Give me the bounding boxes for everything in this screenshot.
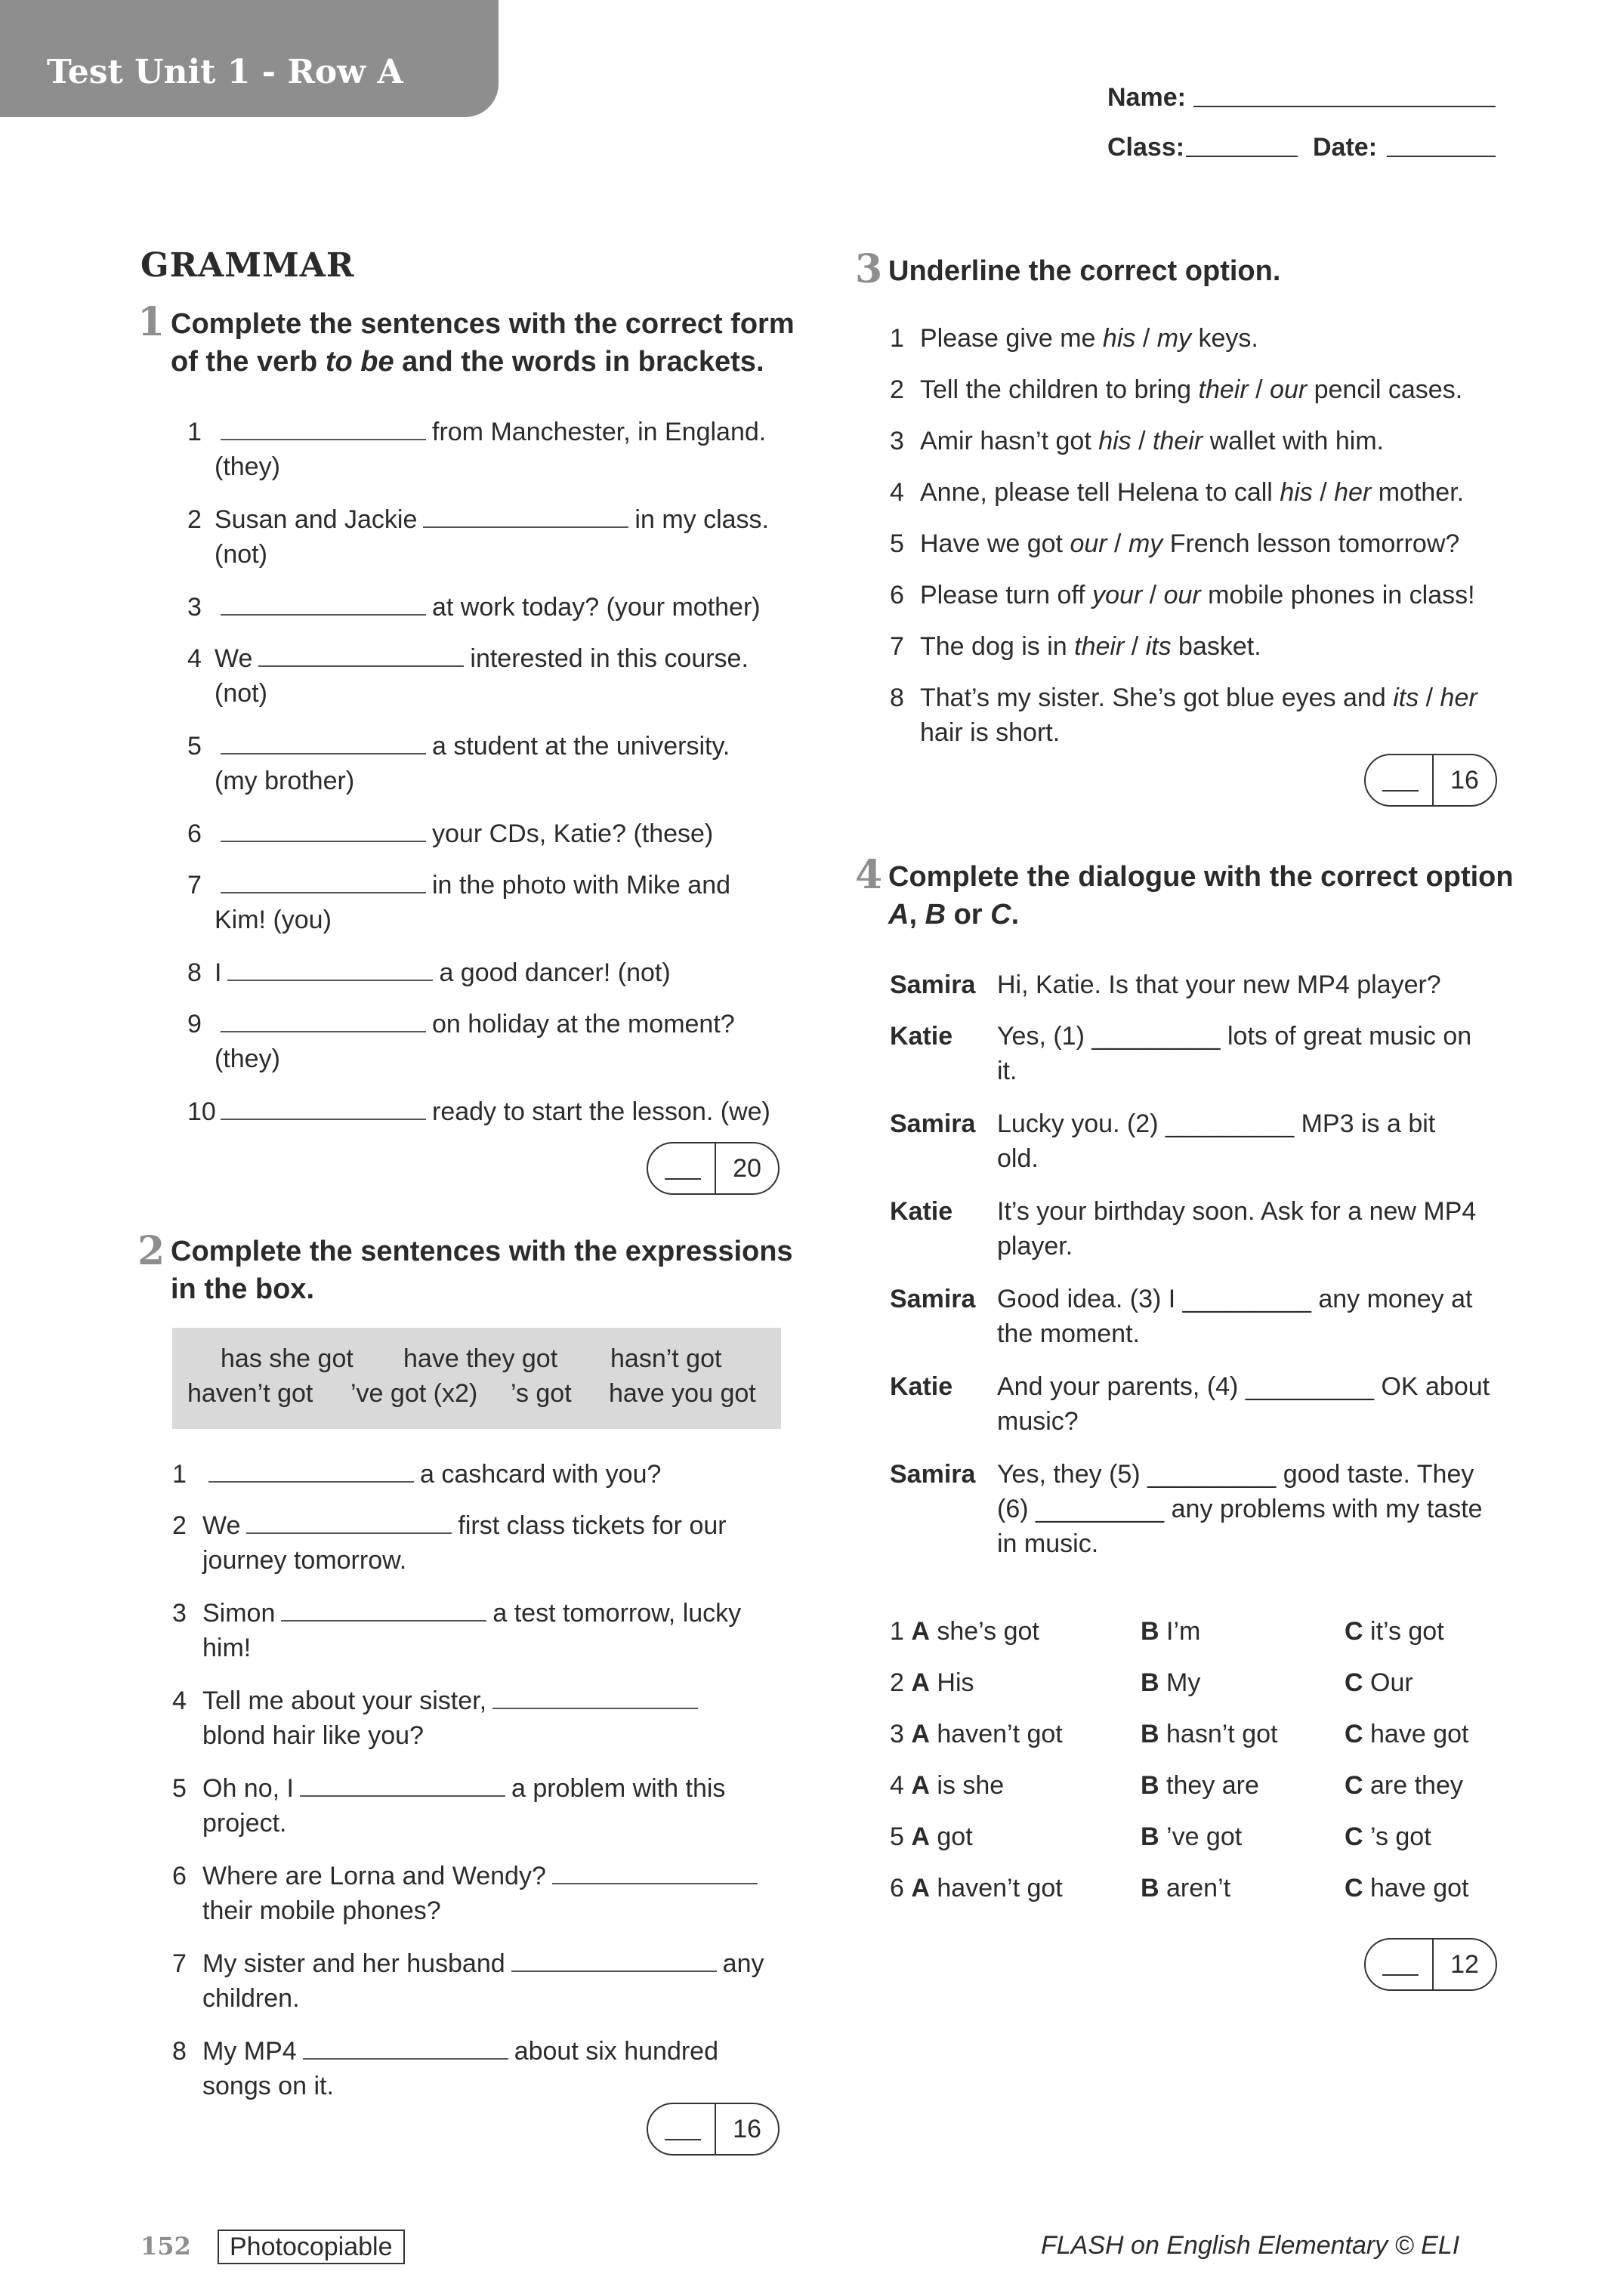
item-continuation: him! bbox=[202, 1634, 252, 1662]
score-blank[interactable] bbox=[1366, 755, 1434, 805]
option-text: she’s got bbox=[937, 1617, 1039, 1646]
answer-blank[interactable] bbox=[221, 1031, 426, 1032]
item-text: Please give me bbox=[920, 324, 1103, 353]
option-second[interactable]: my bbox=[1156, 324, 1192, 353]
option-letter: B bbox=[1141, 1720, 1159, 1748]
option-number: 1 bbox=[890, 1617, 904, 1646]
dialogue-speaker: Katie bbox=[890, 1022, 953, 1051]
class-label: Class: bbox=[1107, 133, 1185, 162]
name-label: Name: bbox=[1107, 83, 1186, 112]
option-letter: B bbox=[1141, 1771, 1159, 1800]
dialogue-line: Good idea. (3) I _________ any money at bbox=[997, 1285, 1473, 1313]
option-text: His bbox=[937, 1668, 974, 1697]
section-title: GRAMMAR bbox=[140, 246, 355, 285]
item-continuation: (not) bbox=[215, 540, 267, 569]
item-number: 3 bbox=[890, 427, 904, 455]
exercise-item bbox=[187, 414, 766, 450]
option-text: ’ve got bbox=[1166, 1822, 1243, 1851]
item-continuation: journey tomorrow. bbox=[202, 1546, 407, 1575]
score-total: 12 bbox=[1450, 1949, 1479, 1979]
answer-blank[interactable] bbox=[492, 1708, 698, 1709]
item-number: 8 bbox=[890, 684, 904, 712]
exercise-item bbox=[187, 589, 761, 625]
exercise-item bbox=[187, 955, 671, 991]
box-expression: have they got bbox=[403, 1344, 558, 1373]
answer-blank[interactable] bbox=[423, 526, 628, 528]
item-text: We bbox=[215, 644, 253, 673]
item-number: 5 bbox=[187, 732, 202, 761]
exercise-2-instruction: Complete the sentences with the expressions in the box. bbox=[171, 1236, 793, 1305]
exercise-3-instruction: Underline the correct option. bbox=[888, 255, 1281, 287]
option-number: 5 bbox=[890, 1822, 904, 1851]
option-c[interactable] bbox=[1345, 1613, 1444, 1649]
item-text: Oh no, I bbox=[202, 1774, 294, 1803]
answer-blank[interactable] bbox=[221, 841, 426, 842]
item-number: 5 bbox=[890, 529, 904, 558]
dialogue-line: in music. bbox=[997, 1529, 1099, 1558]
dialogue-speaker: Katie bbox=[890, 1372, 953, 1401]
exercise-4-score-box bbox=[1364, 1938, 1497, 1991]
item-text: I bbox=[215, 958, 222, 987]
dialogue-speaker: Katie bbox=[890, 1197, 953, 1226]
item-number: 6 bbox=[187, 819, 202, 848]
item-text: keys. bbox=[1191, 324, 1258, 353]
option-a[interactable] bbox=[890, 1613, 1039, 1649]
option-second[interactable]: her bbox=[1334, 478, 1372, 507]
option-letter: A bbox=[911, 1668, 930, 1697]
item-text: first class tickets for our bbox=[458, 1511, 727, 1540]
option-text: hasn’t got bbox=[1166, 1720, 1278, 1748]
photocopiable-label: Photocopiable bbox=[218, 2230, 405, 2264]
item-text: a good dancer! (not) bbox=[439, 958, 671, 987]
item-text: in my class. bbox=[634, 505, 769, 534]
option-c[interactable] bbox=[1345, 1665, 1413, 1701]
item-text: Have we got bbox=[920, 529, 1070, 558]
dialogue-line: Yes, they (5) _________ good taste. They bbox=[997, 1460, 1474, 1489]
option-a[interactable] bbox=[890, 1819, 973, 1855]
item-text: Amir hasn’t got bbox=[920, 427, 1099, 455]
option-text: have got bbox=[1370, 1874, 1469, 1903]
answer-blank[interactable] bbox=[221, 1119, 426, 1120]
name-field[interactable] bbox=[1193, 106, 1496, 107]
exercise-4-number: 4 bbox=[855, 852, 883, 898]
option-number: 3 bbox=[890, 1720, 904, 1748]
exercise-2-score-box bbox=[647, 2103, 780, 2156]
option-separator: / bbox=[1107, 529, 1128, 558]
item-text: wallet with him. bbox=[1203, 427, 1385, 455]
exercise-item bbox=[890, 577, 1475, 613]
option-letter: B bbox=[1141, 1617, 1159, 1646]
option-letter: A bbox=[911, 1720, 930, 1748]
item-text: Anne, please tell Helena to call bbox=[920, 478, 1280, 507]
answer-blank[interactable] bbox=[221, 439, 426, 440]
option-b[interactable] bbox=[1141, 1665, 1200, 1701]
item-number: 7 bbox=[187, 871, 202, 900]
option-first[interactable]: its bbox=[1393, 684, 1419, 712]
option-text: are they bbox=[1370, 1771, 1463, 1800]
item-text: Susan and Jackie bbox=[215, 505, 418, 534]
dialogue-speaker: Samira bbox=[890, 1285, 976, 1313]
answer-blank[interactable] bbox=[227, 980, 433, 981]
item-continuation: songs on it. bbox=[202, 2072, 334, 2100]
item-number: 8 bbox=[172, 2037, 187, 2066]
exercise-item bbox=[890, 372, 1462, 408]
exercise-item bbox=[187, 816, 713, 852]
item-text: Simon bbox=[202, 1599, 276, 1628]
score-total: 16 bbox=[1450, 765, 1479, 795]
option-text: got bbox=[937, 1822, 973, 1851]
answer-blank[interactable] bbox=[511, 1970, 717, 1972]
item-text: My sister and her husband bbox=[202, 1949, 505, 1978]
answer-blank[interactable] bbox=[258, 665, 464, 667]
answer-blank[interactable] bbox=[300, 1795, 505, 1797]
item-text: We bbox=[202, 1511, 241, 1540]
item-text: in the photo with Mike and bbox=[432, 871, 731, 900]
option-text: My bbox=[1166, 1668, 1201, 1697]
option-second[interactable]: our bbox=[1270, 375, 1308, 404]
answer-blank[interactable] bbox=[221, 614, 426, 616]
option-letter: C bbox=[1345, 1771, 1363, 1800]
item-text: The dog is in bbox=[920, 632, 1075, 661]
option-second[interactable]: its bbox=[1145, 632, 1172, 661]
item-text: Where are Lorna and Wendy? bbox=[202, 1862, 546, 1890]
option-letter: C bbox=[1345, 1668, 1363, 1697]
option-c[interactable] bbox=[1345, 1767, 1463, 1804]
option-letter: A bbox=[911, 1771, 930, 1800]
option-second[interactable]: their bbox=[1153, 427, 1203, 455]
dialogue-speaker: Samira bbox=[890, 971, 976, 999]
item-number: 4 bbox=[890, 478, 904, 507]
option-letter: C bbox=[1345, 1822, 1363, 1851]
option-first[interactable]: your bbox=[1092, 581, 1143, 609]
item-number: 2 bbox=[187, 505, 202, 534]
item-text: a cashcard with you? bbox=[420, 1460, 662, 1489]
dialogue-speaker: Samira bbox=[890, 1109, 976, 1138]
option-letter: C bbox=[1345, 1874, 1363, 1903]
option-c[interactable] bbox=[1345, 1870, 1468, 1906]
option-text: haven’t got bbox=[937, 1874, 1063, 1903]
option-b[interactable] bbox=[1141, 1870, 1230, 1906]
answer-blank[interactable] bbox=[221, 892, 426, 893]
option-c[interactable] bbox=[1345, 1716, 1468, 1752]
exercise-item bbox=[187, 640, 749, 677]
option-separator: / bbox=[1142, 581, 1164, 609]
date-label: Date: bbox=[1313, 133, 1378, 162]
item-text: Please turn off bbox=[920, 581, 1093, 609]
exercise-item bbox=[187, 1006, 735, 1042]
item-number: 3 bbox=[172, 1599, 187, 1628]
dialogue-line: (6) _________ any problems with my taste bbox=[997, 1495, 1483, 1523]
item-text: from Manchester, in England. bbox=[432, 418, 767, 446]
score-blank[interactable] bbox=[648, 2104, 716, 2154]
exercise-item bbox=[172, 1683, 704, 1719]
item-text: Tell me about your sister, bbox=[202, 1687, 487, 1715]
exercise-item bbox=[890, 474, 1464, 511]
item-continuation: (they) bbox=[215, 452, 280, 481]
item-number: 10 bbox=[187, 1097, 216, 1126]
item-text: about six hundred bbox=[514, 2037, 718, 2066]
item-text: ready to start the lesson. (we) bbox=[432, 1097, 770, 1126]
option-c[interactable] bbox=[1345, 1819, 1431, 1855]
option-first[interactable]: his bbox=[1098, 427, 1132, 455]
option-number: 2 bbox=[890, 1668, 904, 1697]
item-text: any bbox=[722, 1949, 764, 1978]
item-text: mother. bbox=[1371, 478, 1465, 507]
option-text: I’m bbox=[1166, 1617, 1201, 1646]
item-text: at work today? (your mother) bbox=[432, 593, 761, 622]
dialogue-line: And your parents, (4) _________ OK about bbox=[997, 1372, 1490, 1401]
option-second[interactable]: my bbox=[1128, 529, 1163, 558]
option-letter: C bbox=[1345, 1720, 1363, 1748]
item-continuation: (not) bbox=[215, 679, 267, 708]
option-number: 6 bbox=[890, 1874, 904, 1903]
option-first[interactable]: their bbox=[1074, 632, 1125, 661]
option-first[interactable]: his bbox=[1280, 478, 1313, 507]
option-separator: / bbox=[1419, 684, 1440, 712]
option-letter: B bbox=[1141, 1668, 1159, 1697]
item-number: 1 bbox=[187, 418, 202, 446]
item-text: interested in this course. bbox=[470, 644, 749, 673]
exercise-3-number: 3 bbox=[855, 246, 883, 292]
score-blank[interactable] bbox=[1366, 1940, 1434, 1989]
item-continuation: children. bbox=[202, 1984, 300, 2013]
box-expression: hasn’t got bbox=[610, 1344, 722, 1373]
dialogue-line: it. bbox=[997, 1057, 1017, 1085]
item-number: 3 bbox=[187, 593, 202, 622]
exercise-item bbox=[890, 526, 1459, 562]
item-number: 9 bbox=[187, 1010, 202, 1038]
item-text: a test tomorrow, lucky bbox=[492, 1599, 742, 1628]
dialogue-line: Lucky you. (2) _________ MP3 is a bit bbox=[997, 1109, 1436, 1138]
option-separator: / bbox=[1248, 375, 1270, 404]
option-letter: B bbox=[1141, 1874, 1159, 1903]
exercise-item bbox=[172, 1770, 725, 1807]
item-text: pencil cases. bbox=[1307, 375, 1463, 404]
item-number: 2 bbox=[172, 1511, 187, 1540]
dialogue-line: player. bbox=[997, 1232, 1073, 1261]
option-text: is she bbox=[937, 1771, 1005, 1800]
option-a[interactable] bbox=[890, 1716, 1063, 1752]
option-b[interactable] bbox=[1141, 1716, 1277, 1752]
answer-blank[interactable] bbox=[246, 1532, 452, 1534]
dialogue-line: the moment. bbox=[997, 1319, 1140, 1348]
exercise-item bbox=[172, 1946, 764, 1982]
answer-blank[interactable] bbox=[552, 1883, 758, 1884]
option-letter: A bbox=[911, 1617, 930, 1646]
item-text: My MP4 bbox=[202, 2037, 297, 2066]
box-expression: haven’t got bbox=[187, 1379, 313, 1408]
option-separator: / bbox=[1131, 427, 1153, 455]
box-expression: have you got bbox=[609, 1379, 756, 1408]
dialogue-line: It’s your birthday soon. Ask for a new MP4 bbox=[997, 1197, 1477, 1226]
dialogue-line: Yes, (1) _________ lots of great music on bbox=[997, 1022, 1472, 1051]
item-text: on holiday at the moment? bbox=[432, 1010, 735, 1038]
item-continuation: project. bbox=[202, 1809, 287, 1838]
exercise-4-instruction: Complete the dialogue with the correct option A, B or C. bbox=[888, 861, 1514, 930]
item-text: a student at the university. bbox=[432, 732, 730, 761]
item-text: your CDs, Katie? (these) bbox=[432, 819, 714, 848]
item-number: 4 bbox=[172, 1687, 187, 1715]
exercise-1-number: 1 bbox=[137, 299, 165, 345]
answer-blank[interactable] bbox=[208, 1481, 414, 1483]
option-second[interactable]: our bbox=[1163, 581, 1201, 609]
exercise-item bbox=[187, 728, 730, 764]
option-letter: A bbox=[911, 1874, 930, 1903]
item-continuation: Kim! (you) bbox=[215, 906, 332, 934]
exercise-1-instruction: Complete the sentences with the correct form of the verb to be and the words in brackets. bbox=[171, 308, 795, 378]
exercise-1-score-box bbox=[647, 1142, 780, 1195]
exercise-item bbox=[172, 1508, 727, 1544]
option-b[interactable] bbox=[1141, 1819, 1242, 1855]
item-number: 2 bbox=[890, 375, 904, 404]
dialogue-speaker: Samira bbox=[890, 1460, 976, 1489]
option-text: they are bbox=[1166, 1771, 1259, 1800]
exercise-item bbox=[187, 501, 769, 538]
item-continuation: (they) bbox=[215, 1045, 280, 1073]
option-first[interactable]: his bbox=[1102, 324, 1136, 353]
exercise-3-score-box bbox=[1364, 754, 1497, 807]
dialogue-line: old. bbox=[997, 1144, 1039, 1173]
item-text: Tell the children to bring bbox=[920, 375, 1199, 404]
option-letter: A bbox=[911, 1822, 930, 1851]
option-number: 4 bbox=[890, 1771, 904, 1800]
score-total: 20 bbox=[733, 1153, 761, 1183]
item-number: 1 bbox=[172, 1460, 187, 1489]
dialogue-line: music? bbox=[997, 1407, 1079, 1436]
option-separator: / bbox=[1135, 324, 1157, 353]
exercise-item bbox=[890, 423, 1384, 459]
option-separator: / bbox=[1124, 632, 1146, 661]
item-number: 6 bbox=[890, 581, 904, 609]
score-total: 16 bbox=[733, 2114, 761, 2143]
item-text: French lesson tomorrow? bbox=[1162, 529, 1460, 558]
exercise-item bbox=[172, 2033, 718, 2069]
option-a[interactable] bbox=[890, 1665, 974, 1701]
option-text: haven’t got bbox=[937, 1720, 1063, 1748]
option-second[interactable]: her bbox=[1440, 684, 1477, 712]
box-expression: ’ve got (x2) bbox=[350, 1379, 478, 1408]
option-letter: C bbox=[1345, 1617, 1363, 1646]
option-first[interactable]: their bbox=[1198, 375, 1249, 404]
option-a[interactable] bbox=[890, 1870, 1063, 1906]
item-number: 1 bbox=[890, 324, 904, 353]
expressions-box bbox=[172, 1328, 781, 1429]
item-text: That’s my sister. She’s got blue eyes and bbox=[920, 684, 1394, 712]
answer-blank[interactable] bbox=[281, 1620, 486, 1622]
option-first[interactable]: our bbox=[1070, 529, 1107, 558]
option-text: ’s got bbox=[1370, 1822, 1431, 1851]
exercise-item bbox=[172, 1456, 661, 1492]
exercise-item bbox=[890, 680, 1477, 716]
page-number: 152 bbox=[140, 2232, 191, 2261]
option-text: it’s got bbox=[1370, 1617, 1444, 1646]
exercise-item bbox=[172, 1595, 741, 1631]
item-text: a problem with this bbox=[511, 1774, 726, 1803]
item-number: 7 bbox=[890, 632, 904, 661]
item-number: 5 bbox=[172, 1774, 187, 1803]
option-a[interactable] bbox=[890, 1767, 1004, 1804]
item-continuation: their mobile phones? bbox=[202, 1896, 441, 1925]
dialogue-line: Hi, Katie. Is that your new MP4 player? bbox=[997, 971, 1441, 999]
exercise-item bbox=[890, 628, 1261, 665]
item-continuation: hair is short. bbox=[920, 718, 1061, 747]
box-expression: has she got bbox=[221, 1344, 354, 1373]
exercise-item bbox=[187, 1094, 770, 1130]
score-blank[interactable] bbox=[648, 1143, 716, 1193]
class-field[interactable] bbox=[1186, 156, 1298, 157]
answer-blank[interactable] bbox=[303, 2058, 508, 2060]
exercise-2-number: 2 bbox=[137, 1228, 165, 1274]
option-b[interactable] bbox=[1141, 1613, 1200, 1649]
item-continuation: (my brother) bbox=[215, 767, 355, 795]
copyright-credit: FLASH on English Elementary © ELI bbox=[1041, 2231, 1460, 2260]
option-b[interactable] bbox=[1141, 1767, 1259, 1804]
item-text: mobile phones in class! bbox=[1200, 581, 1475, 609]
option-text: have got bbox=[1370, 1720, 1469, 1748]
item-number: 7 bbox=[172, 1949, 187, 1978]
exercise-item bbox=[172, 1858, 764, 1894]
box-expression: ’s got bbox=[511, 1379, 572, 1408]
item-number: 4 bbox=[187, 644, 202, 673]
item-number: 6 bbox=[172, 1862, 187, 1890]
option-letter: B bbox=[1141, 1822, 1159, 1851]
item-continuation: blond hair like you? bbox=[202, 1721, 424, 1750]
item-text: basket. bbox=[1171, 632, 1261, 661]
option-text: Our bbox=[1370, 1668, 1413, 1697]
exercise-item bbox=[187, 867, 730, 903]
answer-blank[interactable] bbox=[221, 753, 426, 755]
option-text: aren’t bbox=[1166, 1874, 1231, 1903]
option-separator: / bbox=[1312, 478, 1335, 507]
exercise-item bbox=[890, 320, 1258, 356]
item-number: 8 bbox=[187, 958, 202, 987]
page-title: Test Unit 1 - Row A bbox=[47, 53, 403, 91]
date-field[interactable] bbox=[1387, 156, 1496, 157]
